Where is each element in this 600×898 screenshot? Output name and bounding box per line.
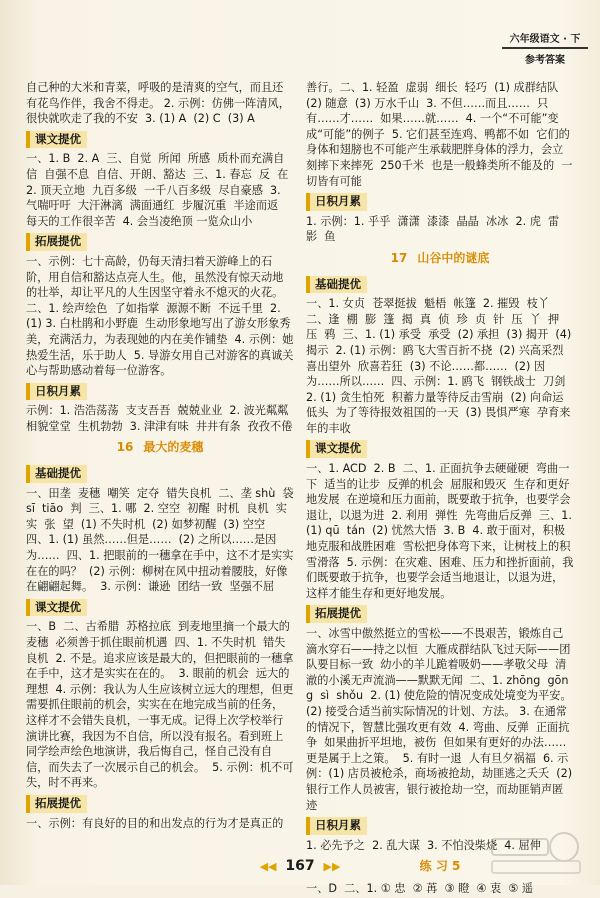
tuozhan-answers-r: 一、冰雪中傲然挺立的雪松——不畏艰苦，锻炼自己 滴水穿石——持之以恒 大雁成群结队飞过天际——团队要目标一致 幼小的羊儿跪着吸奶——孝敬父母 清澈的小溪无声流淌——默默无闻 二、1. zhōng gōng sì shǒu 2. (1) 使危险的情况变成处境变为平安。 (2) 接受合适当前实际情况的计划、方法。 3. 在通常的情况下，智慧比强攻更有效 4. 弯曲、反弹 正面抗争 如果曲折平坦地，被伤 但如果有更好的办法……更是属于上之策。 5. 有时一退 人有旦夕祸福 6. 示例：(1) 店员被枪杀，商场被抢劫，劫匪逃之夭夭 (2) 银行工作人员被害，银行被抢劫一空，而劫匪销声匿迹	[306, 627, 576, 812]
page-header	[502, 30, 588, 66]
page-number: 167	[285, 858, 315, 874]
watermark-logo-icon	[486, 829, 586, 879]
riji-answers-r2: 1. 必先予之 2. 乱大谋 3. 不怕没柴烧 4. 屈伸	[306, 838, 541, 852]
riji-answers: 示例：1. 浩浩荡荡 支支吾吾 兢兢业业 2. 波光粼粼 相貌堂堂 生机勃勃 3. 津津有味 井井有条 孜孜不倦	[26, 404, 296, 433]
section-tag-jichu: 基础提优	[26, 465, 87, 483]
left-column	[26, 80, 298, 832]
kewen-answers: 一、1. B 2. A 三、自觉 所闻 所感 质朴而充满自信 自强不息 自信、开朗、豁达 三、1. 春忘 反 在 2. 顶天立地 九百多级 一千八百多级 尽自豪感 3. 气喘吁吁 大汗淋漓 满面通红 步履沉重 半途而返 每天的工作很辛苦 4. 会当凌绝顶 一览众山小	[26, 152, 296, 228]
lesson-number: 16	[116, 440, 134, 455]
lesson-title-17	[306, 251, 574, 267]
section-tag-kewen: 课文提优	[26, 131, 87, 149]
exercise-answers: 一、D 二、1. ① 忠 ② 苒 ③ 瞪 ④ 衷 ⑤ 遥	[306, 881, 534, 895]
section-tag-riji: 日积月累	[26, 383, 87, 401]
section-tag-tuozhan-r: 拓展提优	[306, 605, 367, 623]
right-column	[306, 80, 574, 898]
kewen-answers-2: 一、B 二、古希腊 苏格拉底 到麦地里摘一个最大的麦穗 必须善于抓住眼前机遇 四、1. 不失时机 错失良机 2. 不是。追求应该是最大的，但把眼前的一穗拿在手中，这才是实实在在的。 3. 眼前的机会 远大的理想 4. 示例：我认为人生应该树立远大的理想，但更需要抓住眼前的机会，实实在在地完成当前的任务，这样才不会错失良机，一事无成。记得上次学校举行演讲比赛，我因为不自信，所以没有报名。看到班上同学绘声绘色地演讲，我后悔自己，怪自己没有自信，而失去了一次展示自己的机会。 5. 示例：机不可失，时不再来。	[26, 620, 294, 790]
kewen-answers-r: 一、1. ACD 2. B 二、1. 正面抗争去硬碰硬 弯曲一下 适当的让步 反弹的机会 屈服和毁灭 生存和更好地发展 在逆境和压力面前，既要敢于抗争，也要学会退让，以退为进 2. 利用 弹性 先弯曲后反弹 三、1. (1) qū tán (2) 忧然大悟 3. B 4. 敢于面对，积极地克服和战胜困难 雪松把身体弯下来，让树枝上的积雪滑落 5. 示例：在灾难、困难、压力和挫折面前，我们既要敢于抗争，也要学会适当地退让，以退为进，这样才能生存和更好地发展。	[306, 462, 576, 600]
lesson-name: 最大的麦穗	[143, 440, 204, 455]
lesson-title-16	[26, 440, 294, 456]
section-tag-riji-r2: 日积月累	[306, 817, 367, 835]
tuozhan-answers: 一、示例：七十高龄，仍每天清扫着天游峰上的石阶，用自信和豁达点亮人生。他，虽然没有惊天动地的壮举，却让平凡的人生因坚守着永不熄灭的火花。二、1. 绘声绘色 了如指掌 源源不断 不远千里 2. (1) 3. 白杜鹃和小野鹿 生动形象地写出了游女形象秀美，充满活力，为表现她的内在美作铺垫 4. 示例：她热爱生活，乐于助人 5. 导游女用自己对游客的真诚关心与帮助感动着每一位游客。	[26, 254, 294, 378]
section-tag-kewen-2: 课文提优	[26, 599, 87, 617]
jichu-answers: 一、田垄 麦穗 嘲笑 定夺 错失良机 二、垄 shù 袋 sī tiāo 判 三、1. 哪 2. 空空 初醒 时机 良机 实实 张 望 (1) 不失时机 (2) 如梦初醒 (3) 空空 四、1. (1) 虽然……但是…… (2) 之所以……是因为…… 四、1. 把眼前的一穗拿在手中，这不才是实实在在的吗？ (2) 示例：柳树在风中扭动着腰肢，好像在翩翩起舞。 3. 示例：谦逊 团结一致 坚强不屈	[26, 486, 298, 594]
lesson-name: 山谷中的谜底	[417, 250, 490, 265]
next-arrow-icon: ▶▶	[323, 860, 341, 873]
section-tag-kewen-r: 课文提优	[306, 440, 367, 458]
prev-arrow-icon: ◀◀	[259, 860, 277, 873]
left-intro: 自己种的大米和青菜，呼吸的是清爽的空气，而且还有花鸟作伴，我舍不得走。 2. 示例：仿佛一阵清风，很快就吹走了我的不安 3. (1) A (2) C (3) A	[26, 81, 290, 126]
jichu-answers-r: 一、1. 女贞 苍翠挺拔 魁梧 帐篷 2. 摧毁 枝丫 二、逢 棚 膨 篷 揭 真 侦 珍 贞 针 压 丫 押 压 鸦 三、1. (1) 承受 承受 (2) 承担 (3) 揭开 (4) 揭示 2. (1) 示例：鸥飞大雪百折不挠 (2) 兴高采烈 喜出望外 欣喜若狂 (3) 不论……都…… (2) 因为……所以…… 四、示例：1. 鸥飞 钢铁战士 刀剑 2. (1) 贪生怕死 积蓄力量等待反击雪崩 (2) 向命运低头 为了等待报效祖国的一天 (3) 畏惧严寒 孕育来年的丰收	[306, 297, 575, 435]
exercise-name: 练 习 5	[419, 859, 461, 874]
section-tag-riji-r: 日积月累	[306, 193, 367, 211]
right-intro: 善行。二、1. 轻盈 虚弱 细长 轻巧 (1) 成群结队 (2) 随意 (3) 万水千山 3. 不但……而且…… 只有……才…… 如果……就…… 4. 一个“不可能”变成“可能”的例子 5. 它们甚至连鸡、鸭都不如 它们的身体和翅膀也不可能产生承载肥胖身体的浮力，会立刻摔下来摔死 250千米 也是一般蜂类所不能及的 一切皆有可能	[306, 81, 573, 188]
tuozhan-answers-2: 一、示例：有良好的目的和出发点的行为才是真正的	[26, 816, 284, 830]
section-tag-tuozhan: 拓展提优	[26, 233, 87, 251]
riji-answers-r: 1. 示例：1. 乎乎 潇潇 漆漆 晶晶 冰冰 2. 虎 雷 影 鱼	[306, 214, 567, 244]
grade-label: 六年级语文 · 下	[502, 30, 588, 49]
answers-label: 参考答案	[525, 55, 565, 66]
lesson-number: 17	[390, 250, 408, 265]
section-tag-jichu-r: 基础提优	[306, 276, 367, 294]
section-tag-tuozhan-2: 拓展提优	[26, 795, 87, 813]
